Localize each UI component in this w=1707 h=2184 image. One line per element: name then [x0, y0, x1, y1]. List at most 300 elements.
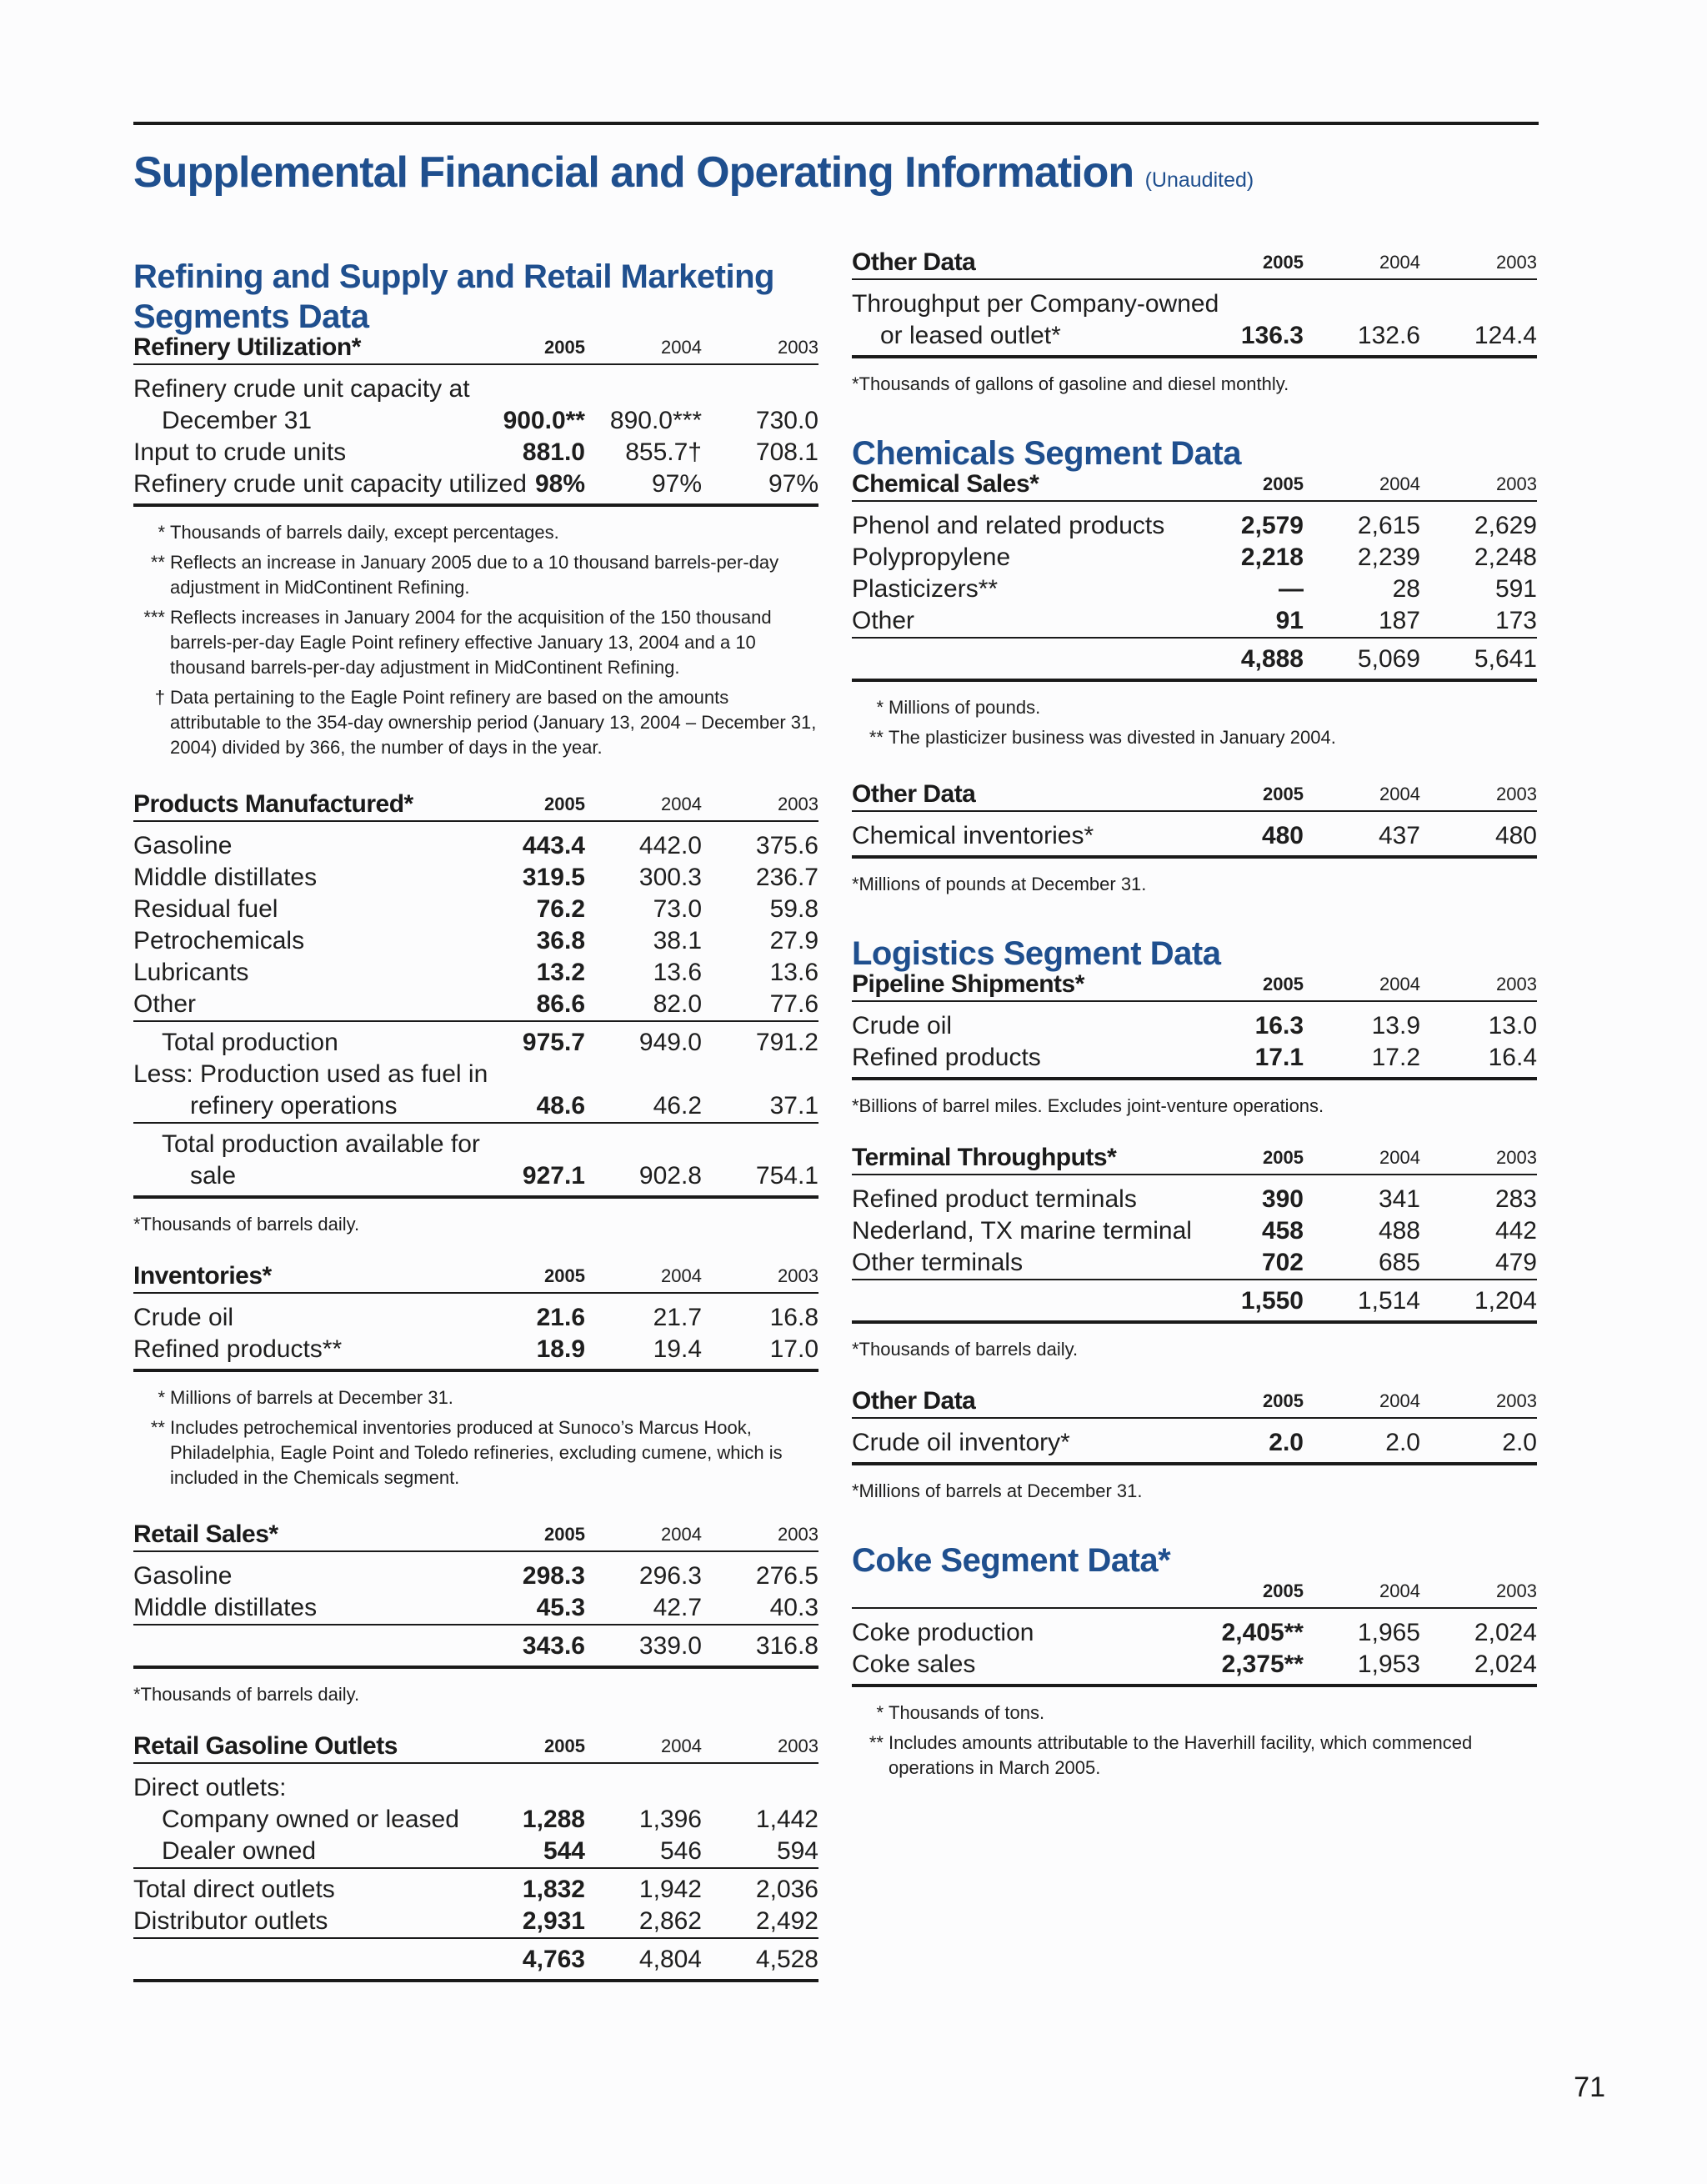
value-2003: 283	[1494, 1185, 1537, 1213]
table-row	[133, 989, 818, 1021]
total-row	[133, 1625, 818, 1667]
total-row	[133, 1938, 818, 1981]
table-row	[133, 1804, 818, 1836]
table-row	[852, 1042, 1537, 1079]
table-header	[133, 337, 818, 364]
year-2003: 2003	[1420, 974, 1537, 1001]
value-2004: 28	[1392, 575, 1420, 603]
value-2003: 2,492	[755, 1907, 818, 1935]
year-2004: 2004	[585, 337, 702, 364]
value-2004: 42.7	[653, 1594, 702, 1621]
footnote	[852, 725, 1537, 750]
row-label: Polypropylene	[852, 543, 1011, 571]
value-2005: 86.6	[536, 990, 585, 1018]
table-title: Terminal Throughputs*	[852, 1147, 1187, 1175]
value-2004: 339.0	[585, 1625, 702, 1667]
value-2004: 1,942	[585, 1868, 702, 1906]
value-2005: 2,375**	[1187, 1649, 1304, 1686]
section-title-refining: Refining and Supply and Retail Marketing Segments Data	[133, 258, 774, 335]
footnote-text: Reflects increases in January 2004 for the acquisition of the 150 thousand barrels-per-day Eagle Point refinery effective January 13, 2004 and a 10 thousand barrels-per-day adjustment in MidContinent Refining.	[170, 607, 772, 678]
value-2003: 754.1	[702, 1160, 818, 1197]
coke-table	[852, 1580, 1537, 1687]
table-title: Other Data	[852, 252, 1187, 279]
value-2005: 900.0**	[503, 407, 585, 434]
value-2004: 5,069	[1304, 638, 1420, 680]
year-2005: 2005	[468, 337, 585, 364]
value-2004: 17.2	[1304, 1042, 1420, 1079]
year-2003: 2003	[702, 794, 818, 821]
table-row	[852, 605, 1537, 638]
table-row	[133, 1551, 818, 1592]
value-2005: 91	[1275, 607, 1304, 634]
footnote-text: Millions of pounds.	[889, 697, 1041, 718]
table-title: Pipeline Shipments*	[852, 974, 1187, 1001]
value-2004: 13.9	[1371, 1012, 1420, 1039]
row-label: Throughput per Company-owned	[852, 290, 1219, 318]
row-label: Refined products**	[133, 1334, 468, 1370]
terminal-throughputs-table	[852, 1144, 1537, 1324]
table-row	[852, 574, 1537, 605]
table-row	[133, 821, 818, 862]
top-rule	[133, 122, 1539, 125]
table-row	[852, 1649, 1537, 1686]
table-header	[133, 1736, 818, 1763]
table-header	[852, 252, 1537, 279]
value-2005: 98%	[468, 468, 585, 505]
row-label: Petrochemicals	[133, 927, 305, 954]
footnote-mark: *	[876, 697, 884, 718]
year-2005: 2005	[1187, 473, 1304, 501]
table-title: Retail Gasoline Outlets	[133, 1736, 468, 1763]
value-2005: 458	[1261, 1217, 1304, 1245]
refinery-utilization-table	[133, 333, 818, 507]
value-2005: 16.3	[1254, 1012, 1304, 1039]
value-2005: 4,888	[1187, 638, 1304, 680]
value-2003: 59.8	[769, 895, 818, 923]
row-label: Refinery crude unit capacity utilized	[133, 468, 468, 505]
table-title: Inventories*	[133, 1265, 468, 1293]
year-2005: 2005	[468, 1736, 585, 1763]
table-row	[133, 894, 818, 925]
section-title-logistics: Logistics Segment Data	[852, 935, 1221, 972]
value-2005: 2,931	[522, 1907, 585, 1935]
table-row	[133, 1293, 818, 1334]
footnote-mark: *	[158, 1387, 165, 1408]
table-title: Chemical Sales*	[852, 473, 1187, 501]
value-2005: 298.3	[522, 1562, 585, 1590]
row-label: Other terminals	[852, 1249, 1024, 1276]
row-label: Input to crude units	[133, 438, 347, 466]
table-title: Refinery Utilization*	[133, 337, 468, 364]
page-title	[133, 143, 1254, 209]
table-row	[133, 957, 818, 989]
total-row	[133, 1868, 818, 1906]
footnote	[133, 1415, 818, 1490]
table-row	[133, 1059, 818, 1090]
table-row	[133, 468, 818, 505]
value-2005: 343.6	[468, 1625, 585, 1667]
footnote-text: Includes petrochemical inventories produced at Sunoco’s Marcus Hook, Philadelphia, Eagle Point and Toledo refineries, excluding cumene, which is included in the Chemicals segment.	[170, 1417, 783, 1488]
year-2004: 2004	[1304, 252, 1420, 279]
value-2003: 730.0	[755, 407, 818, 434]
chemicals-other-data-table	[852, 780, 1537, 859]
coke-footnotes	[852, 1701, 1537, 1781]
value-2005: 13.2	[536, 959, 585, 986]
year-2003: 2003	[1420, 473, 1537, 501]
year-2004: 2004	[585, 1265, 702, 1293]
row-label: Refinery crude unit capacity at	[133, 375, 470, 403]
unaudited-label: (Unaudited)	[1144, 168, 1254, 192]
value-2003: 1,204	[1420, 1280, 1537, 1322]
table-row	[133, 437, 818, 468]
value-2005: 1,832	[468, 1868, 585, 1906]
chemicals-footnotes	[852, 695, 1537, 750]
table-header	[133, 1265, 818, 1293]
value-2005: 17.1	[1187, 1042, 1304, 1079]
year-2004: 2004	[1304, 473, 1420, 501]
value-2005: 2.0	[1187, 1418, 1304, 1464]
value-2003: 375.6	[755, 832, 818, 859]
value-2004: 546	[659, 1837, 702, 1865]
value-2004: 2,615	[1357, 512, 1420, 539]
table-title: Retail Sales*	[133, 1524, 468, 1551]
footnote	[133, 550, 818, 600]
year-2005: 2005	[1187, 784, 1304, 811]
table-row	[852, 1608, 1537, 1649]
value-2003: 13.0	[1488, 1012, 1537, 1039]
year-2004: 2004	[1304, 974, 1420, 1001]
year-2003: 2003	[1420, 1390, 1537, 1418]
footnote-text: Reflects an increase in January 2005 due to a 10 thousand barrels-per-day adjustment in MidContinent Refining.	[170, 552, 779, 598]
total-row	[852, 1280, 1537, 1322]
row-label: Middle distillates	[133, 864, 318, 891]
retail-outlets-table	[133, 1732, 818, 1982]
value-2004: 132.6	[1304, 320, 1420, 357]
year-2004: 2004	[585, 1524, 702, 1551]
year-2003: 2003	[1420, 1147, 1537, 1175]
value-2004: 1,514	[1304, 1280, 1420, 1322]
value-2003: 2,024	[1474, 1619, 1537, 1646]
total-row	[133, 1021, 818, 1059]
value-2004: 855.7†	[625, 438, 702, 466]
table-row	[133, 405, 818, 437]
table-header	[133, 794, 818, 821]
value-2005: 2,218	[1240, 543, 1304, 571]
year-2005: 2005	[468, 1524, 585, 1551]
value-2004: 488	[1378, 1217, 1420, 1245]
value-2003: 97%	[702, 468, 818, 505]
footnote: *Millions of barrels at December 31.	[852, 1480, 1143, 1501]
row-label: Less: Production used as fuel in	[133, 1060, 488, 1088]
logistics-other-data-table	[852, 1387, 1537, 1465]
value-2003: 2,248	[1474, 543, 1537, 571]
row-label: Refined product terminals	[852, 1185, 1137, 1213]
row-label: Coke sales	[852, 1649, 1187, 1686]
table-row	[133, 1836, 818, 1868]
section-title-chemicals: Chemicals Segment Data	[852, 435, 1241, 472]
value-2004: 902.8	[585, 1160, 702, 1197]
pipeline-shipments-table	[852, 970, 1537, 1080]
value-2005: 1,288	[522, 1806, 585, 1833]
total-row	[133, 1123, 818, 1160]
table-title: Other Data	[852, 1390, 1187, 1418]
value-2005: 544	[543, 1837, 585, 1865]
footnote-text: Millions of barrels at December 31.	[170, 1387, 453, 1408]
value-2004: 296.3	[638, 1562, 702, 1590]
value-2005: 2,405**	[1221, 1619, 1304, 1646]
value-2005: 480	[1187, 811, 1304, 857]
table-row	[852, 320, 1537, 357]
footnote-mark: **	[869, 1732, 884, 1753]
footnote-text: Includes amounts attributable to the Haverhill facility, which commenced operations in March 2005.	[889, 1732, 1473, 1778]
year-2004: 2004	[585, 1736, 702, 1763]
value-2005: 1,550	[1187, 1280, 1304, 1322]
value-2004: 21.7	[653, 1304, 702, 1331]
year-2003: 2003	[702, 1265, 818, 1293]
total-row	[852, 638, 1537, 680]
year-2005: 2005	[1187, 1147, 1304, 1175]
row-label: Other	[852, 607, 915, 634]
table-row	[133, 862, 818, 894]
year-2005: 2005	[1187, 1390, 1304, 1418]
value-2003: 16.4	[1420, 1042, 1537, 1079]
value-2003: 77.6	[769, 990, 818, 1018]
table-row	[852, 542, 1537, 574]
row-label: Crude oil	[852, 1012, 953, 1039]
value-2003: 2,036	[702, 1868, 818, 1906]
value-2005: 76.2	[536, 895, 585, 923]
row-label	[133, 1938, 468, 1981]
section-title-coke: Coke Segment Data*	[852, 1542, 1171, 1579]
table-title: Other Data	[852, 784, 1187, 811]
footnote: *Millions of pounds at December 31.	[852, 874, 1147, 894]
footnote	[133, 605, 818, 680]
value-2005: 881.0	[522, 438, 585, 466]
footnote: *Thousands of barrels daily.	[133, 1684, 360, 1705]
year-2003: 2003	[1420, 784, 1537, 811]
row-label: Coke production	[852, 1619, 1034, 1646]
footnote-mark: **	[150, 1417, 165, 1438]
utilization-footnotes	[133, 520, 818, 760]
value-2003: 2,024	[1420, 1649, 1537, 1686]
footnote-mark: **	[150, 552, 165, 573]
value-2004: 2,239	[1357, 543, 1420, 571]
row-label: Company owned or leased	[162, 1806, 459, 1833]
year-2004: 2004	[1304, 1390, 1420, 1418]
row-label	[852, 1280, 1187, 1322]
value-2005: 21.6	[536, 1304, 585, 1331]
row-label: Phenol and related products	[852, 512, 1165, 539]
row-label	[133, 1625, 468, 1667]
footnote	[852, 1731, 1537, 1781]
value-2003: 316.8	[702, 1625, 818, 1667]
footnote	[133, 520, 818, 545]
footnote: *Thousands of barrels daily.	[852, 1339, 1079, 1360]
value-2005: 36.8	[536, 927, 585, 954]
value-2004: 19.4	[585, 1334, 702, 1370]
value-2005: 702	[1261, 1249, 1304, 1276]
table-row	[852, 1175, 1537, 1215]
page-title-text: Supplemental Financial and Operating Information	[133, 148, 1134, 197]
value-2005: 4,763	[468, 1938, 585, 1981]
footnote-text: Thousands of tons.	[889, 1702, 1045, 1723]
value-2004: 187	[1378, 607, 1420, 634]
inventories-table	[133, 1262, 818, 1372]
value-2003: 124.4	[1420, 320, 1537, 357]
retail-other-data-table	[852, 248, 1537, 358]
value-2003: 5,641	[1420, 638, 1537, 680]
value-2003: 791.2	[702, 1021, 818, 1059]
row-label: refinery operations	[190, 1092, 398, 1120]
row-label: Crude oil inventory*	[852, 1418, 1187, 1464]
year-2005: 2005	[1187, 1580, 1304, 1608]
year-2003: 2003	[1420, 1580, 1537, 1608]
footnote	[852, 1701, 1537, 1726]
table-row	[852, 279, 1537, 320]
footnote-mark: *	[876, 1702, 884, 1723]
value-2005: 975.7	[468, 1021, 585, 1059]
page-number: 71	[1574, 2071, 1605, 2103]
table-header	[852, 1147, 1537, 1175]
left-column	[133, 257, 818, 1982]
value-2003: 16.8	[769, 1304, 818, 1331]
row-label: Lubricants	[133, 959, 249, 986]
table-row	[133, 1090, 818, 1123]
value-2004: 2.0	[1304, 1418, 1420, 1464]
year-2003: 2003	[702, 1736, 818, 1763]
value-2004: 1,965	[1357, 1619, 1420, 1646]
total-row	[133, 1160, 818, 1197]
value-2005: 443.4	[522, 832, 585, 859]
footnote: *Billions of barrel miles. Excludes joint-venture operations.	[852, 1095, 1324, 1116]
row-label	[852, 638, 1187, 680]
year-2004: 2004	[1304, 1580, 1420, 1608]
value-2003: 276.5	[755, 1562, 818, 1590]
value-2005: —	[1279, 575, 1304, 603]
value-2004: 82.0	[653, 990, 702, 1018]
row-label: Dealer owned	[162, 1837, 317, 1865]
row-label: Direct outlets:	[133, 1774, 287, 1801]
row-label: Total production	[133, 1021, 468, 1059]
value-2003: 480	[1420, 811, 1537, 857]
value-2004: 73.0	[653, 895, 702, 923]
value-2005: 136.3	[1187, 320, 1304, 357]
footnote-mark: ***	[143, 607, 165, 628]
table-header	[852, 1390, 1537, 1418]
value-2004: 890.0***	[609, 407, 702, 434]
value-2003: 708.1	[755, 438, 818, 466]
table-row	[852, 1247, 1537, 1280]
table-header	[852, 784, 1537, 811]
row-label: Total production available for	[133, 1123, 468, 1160]
year-2005: 2005	[468, 794, 585, 821]
row-label: Gasoline	[133, 832, 233, 859]
row-label: Middle distillates	[133, 1594, 318, 1621]
footnote	[852, 695, 1537, 720]
products-manufactured-table	[133, 790, 818, 1199]
footnote-text: Data pertaining to the Eagle Point refinery are based on the amounts attributable to the 354-day ownership period (January 13, 2004 – December 31, 2004) divided by 366, the number of days in the year.	[170, 687, 817, 758]
value-2004: 437	[1304, 811, 1420, 857]
footnote: *Thousands of barrels daily.	[133, 1214, 360, 1235]
table-row	[852, 1001, 1537, 1042]
row-label: Distributor outlets	[133, 1907, 328, 1935]
inventories-footnotes	[133, 1385, 818, 1490]
year-2005: 2005	[1187, 974, 1304, 1001]
table-row	[133, 1763, 818, 1804]
value-2004: 300.3	[638, 864, 702, 891]
table-row	[852, 1215, 1537, 1247]
year-2004: 2004	[1304, 1147, 1420, 1175]
value-2003: 594	[776, 1837, 818, 1865]
value-2004: 1,953	[1304, 1649, 1420, 1686]
row-label: Crude oil	[133, 1304, 234, 1331]
value-2004: 97%	[585, 468, 702, 505]
value-2003: 442	[1494, 1217, 1537, 1245]
year-2003: 2003	[702, 1524, 818, 1551]
footnote-text: The plasticizer business was divested in January 2004.	[889, 727, 1336, 748]
table-title	[852, 1580, 1187, 1608]
table-row	[133, 1906, 818, 1938]
value-2005: 927.1	[468, 1160, 585, 1197]
year-2003: 2003	[1420, 252, 1537, 279]
value-2004: 13.6	[653, 959, 702, 986]
table-row	[852, 811, 1537, 857]
retail-sales-table	[133, 1520, 818, 1669]
value-2004: 949.0	[585, 1021, 702, 1059]
value-2005: 18.9	[468, 1334, 585, 1370]
value-2003: 17.0	[702, 1334, 818, 1370]
table-row	[133, 364, 818, 405]
year-2005: 2005	[1187, 252, 1304, 279]
year-2004: 2004	[585, 794, 702, 821]
row-label: Total direct outlets	[133, 1868, 468, 1906]
value-2003: 37.1	[769, 1092, 818, 1120]
row-label: Nederland, TX marine terminal	[852, 1217, 1192, 1245]
row-label: or leased outlet*	[852, 320, 1187, 357]
table-row	[852, 1418, 1537, 1464]
value-2004: 685	[1378, 1249, 1420, 1276]
value-2005: 48.6	[536, 1092, 585, 1120]
row-label: sale	[133, 1160, 468, 1197]
table-header	[852, 473, 1537, 501]
table-row	[133, 1592, 818, 1625]
value-2004: 2,862	[638, 1907, 702, 1935]
table-header	[852, 974, 1537, 1001]
year-2003: 2003	[702, 337, 818, 364]
value-2004: 4,804	[585, 1938, 702, 1981]
table-row	[852, 501, 1537, 542]
value-2004: 38.1	[653, 927, 702, 954]
value-2005: 390	[1261, 1185, 1304, 1213]
row-label: December 31	[162, 407, 313, 434]
table-header	[852, 1580, 1537, 1608]
footnote-mark: †	[154, 687, 165, 708]
value-2004: 341	[1378, 1185, 1420, 1213]
value-2003: 40.3	[769, 1594, 818, 1621]
row-label: Gasoline	[133, 1562, 233, 1590]
footnote	[133, 685, 818, 760]
year-2004: 2004	[1304, 784, 1420, 811]
value-2003: 479	[1494, 1249, 1537, 1276]
value-2003: 1,442	[755, 1806, 818, 1833]
value-2005: 319.5	[522, 864, 585, 891]
right-column	[852, 248, 1537, 1786]
footnote-mark: *	[158, 522, 165, 543]
value-2004: 1,396	[638, 1806, 702, 1833]
row-label: Refined products	[852, 1042, 1187, 1079]
value-2003: 236.7	[755, 864, 818, 891]
table-title: Products Manufactured*	[133, 794, 468, 821]
